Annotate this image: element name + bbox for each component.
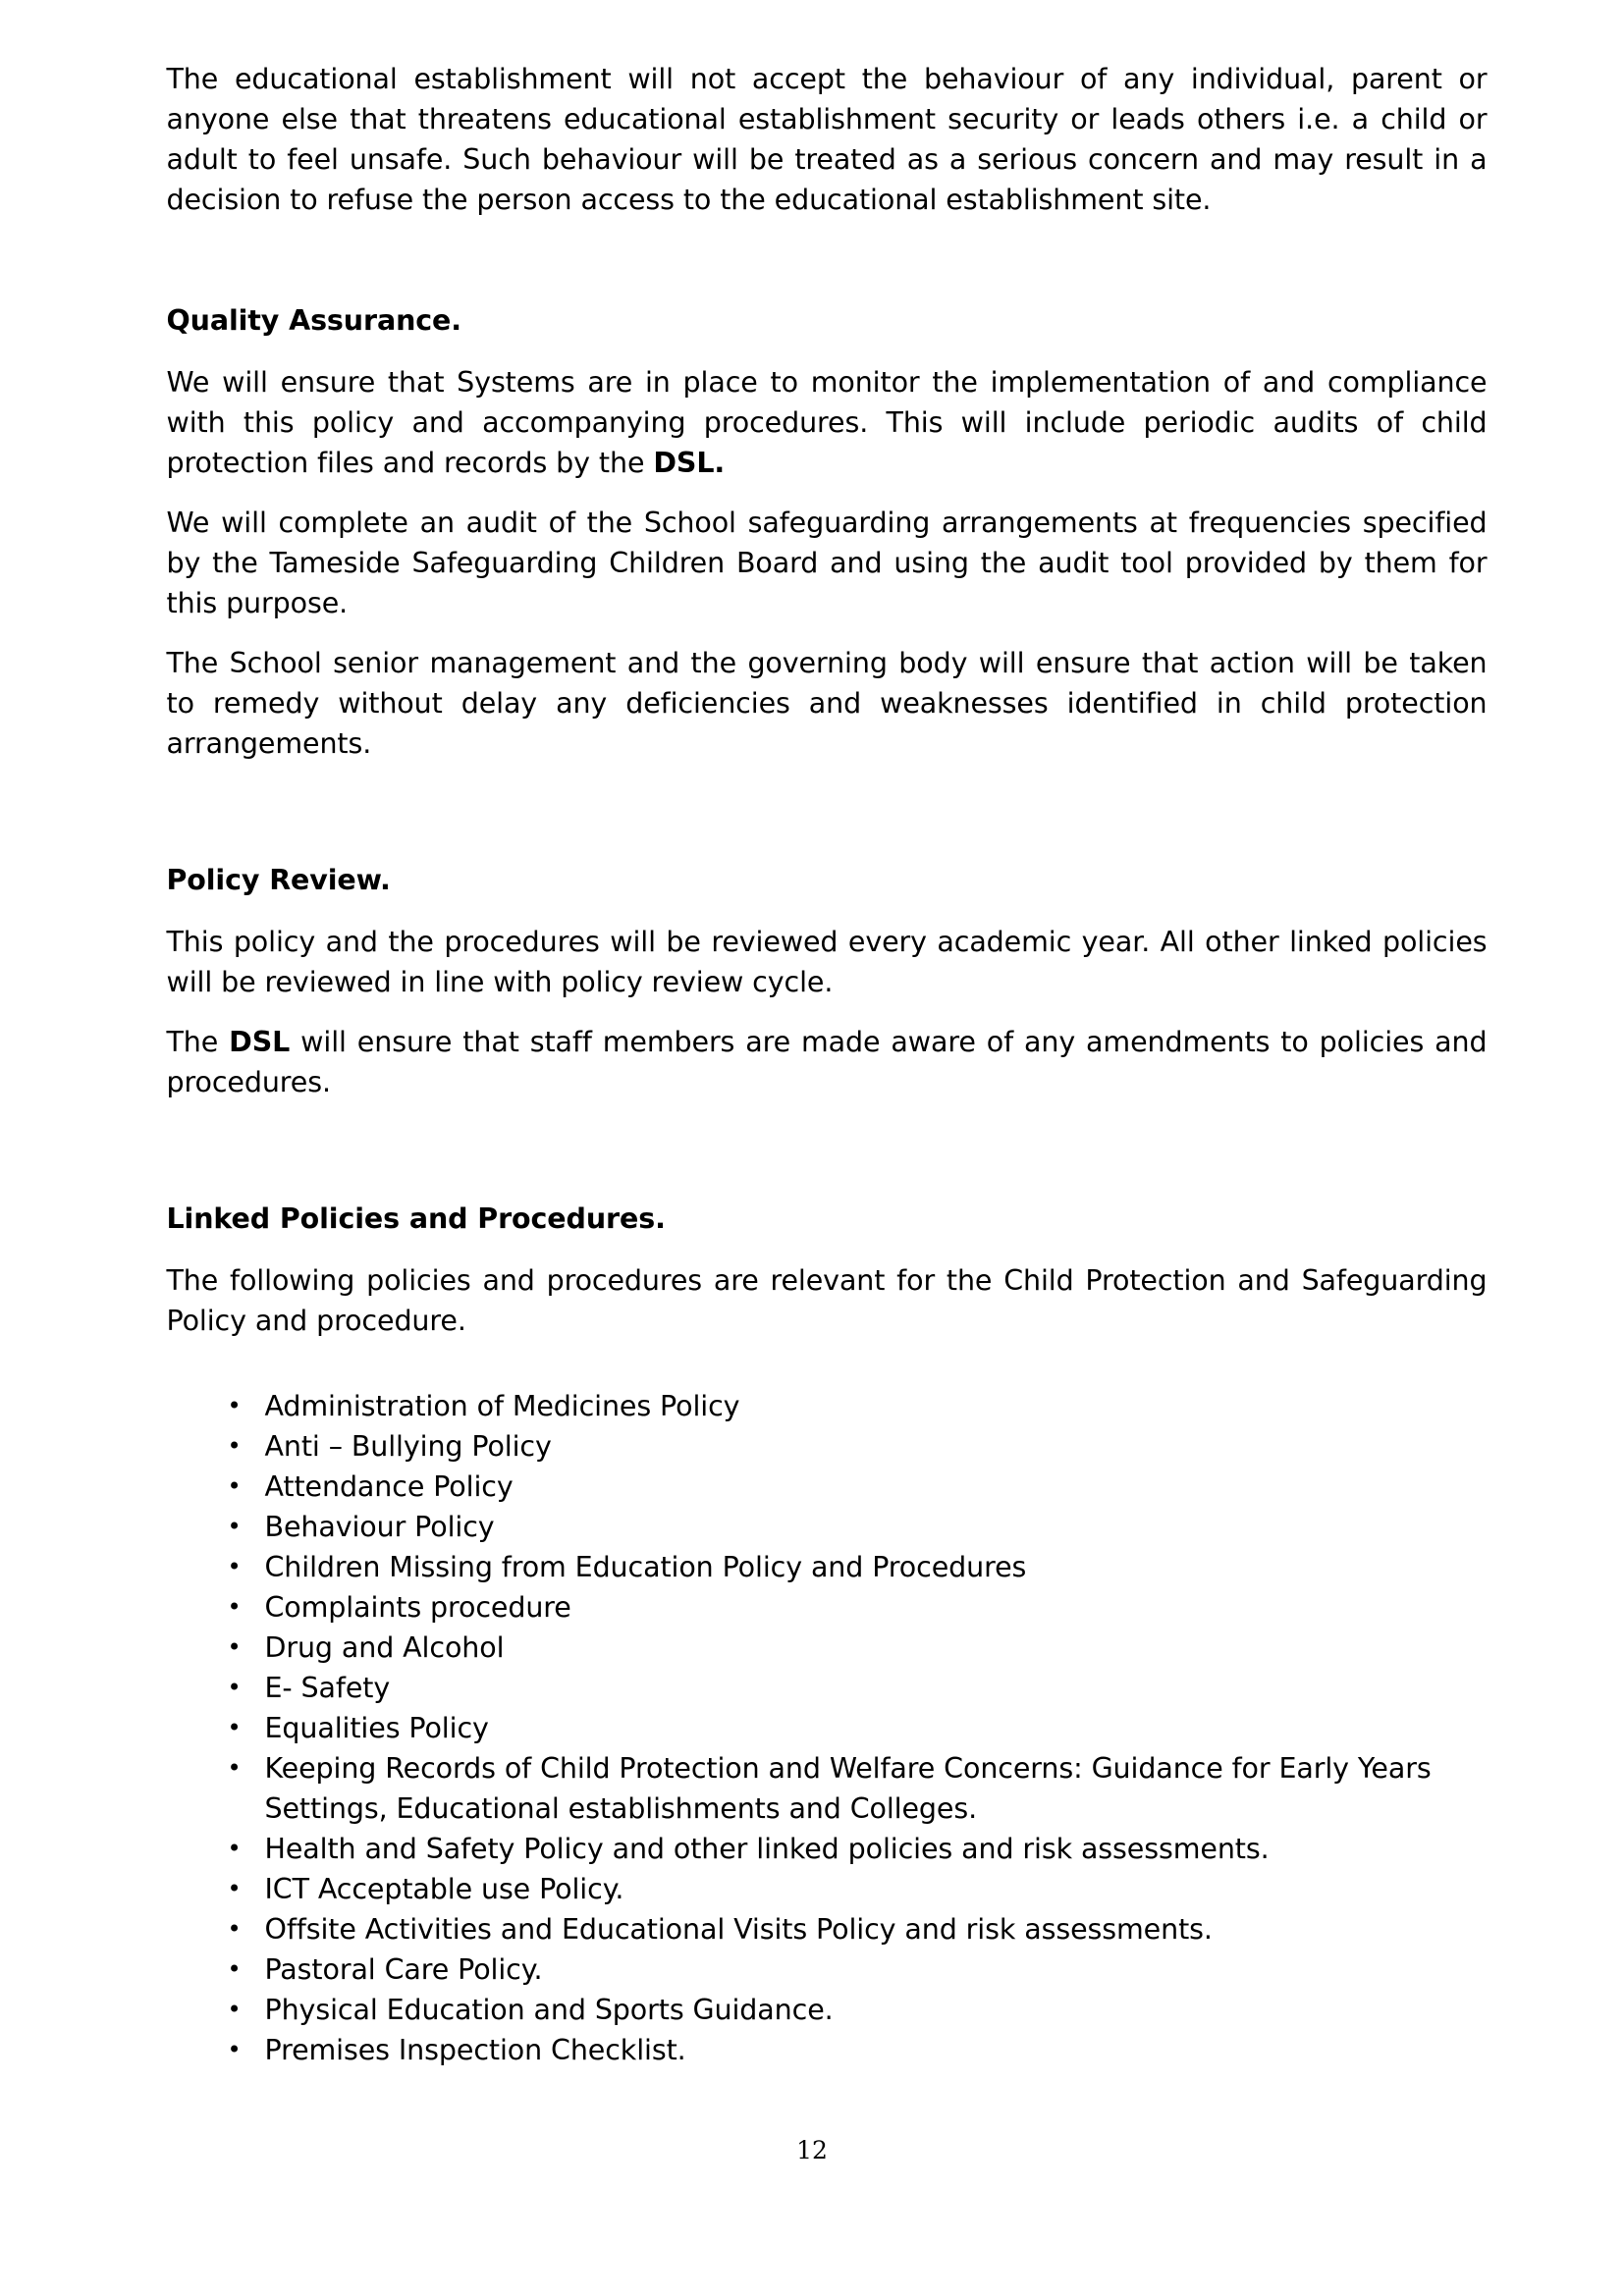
list-item — [167, 1708, 1488, 1748]
quality-assurance-paragraph-1 — [167, 362, 1488, 483]
pr-p2-text-start: The — [166, 1026, 230, 1058]
list-item-label: Health and Safety Policy and other linked policies and risk assessments. — [264, 1833, 1270, 1865]
qa-p1-dsl-bold: DSL. — [653, 447, 726, 479]
linked-policies-heading: Linked Policies and Procedures. — [166, 1202, 666, 1235]
list-item-label: Drug and Alcohol — [264, 1631, 505, 1664]
list-item-label: Attendance Policy — [264, 1470, 514, 1503]
list-item — [167, 1547, 1488, 1587]
list-item — [167, 1990, 1488, 2030]
bullet-icon: • — [227, 1915, 242, 1943]
pr-p2-text-end: will ensure that staff members are made aware of any amendments to policies and procedures. — [166, 1026, 1488, 1098]
list-item — [167, 1909, 1488, 1949]
page-content — [167, 59, 1488, 2070]
pr-p2-dsl-bold: DSL — [229, 1026, 291, 1058]
list-item — [167, 1386, 1488, 1426]
bullet-icon: • — [227, 1875, 242, 1902]
quality-assurance-paragraph-3: The School senior management and the governing body will ensure that action will be taken to remedy without delay any deficiencies and weaknesses identified in child protection arrangements. — [166, 647, 1488, 760]
list-item-label: E- Safety — [264, 1672, 391, 1704]
spacer — [167, 783, 1488, 860]
linked-policies-intro: The following policies and procedures are relevant for the Child Protection and Safeguarding Policy and procedure. — [166, 1264, 1488, 1337]
bullet-icon: • — [227, 1714, 242, 1741]
list-item — [167, 1869, 1488, 1909]
policy-review-paragraph-1: This policy and the procedures will be reviewed every academic year. All other linked policies will be reviewed in line with policy review cycle. — [166, 926, 1488, 998]
list-item-label: Anti – Bullying Policy — [264, 1430, 552, 1463]
list-item-label: Keeping Records of Child Protection and Welfare Concerns: Guidance for Early Years Settings, Educational establishments and Colleges. — [264, 1752, 1432, 1825]
list-item-label: Premises Inspection Checklist. — [264, 2034, 686, 2066]
bullet-icon: • — [227, 1754, 242, 1782]
bullet-icon: • — [227, 1553, 242, 1580]
bullet-icon: • — [227, 1432, 242, 1460]
list-item-label: Physical Education and Sports Guidance. — [264, 1994, 834, 2026]
bullet-icon: • — [227, 1392, 242, 1419]
bullet-icon: • — [227, 1835, 242, 1862]
bullet-icon: • — [227, 1633, 242, 1661]
bullet-icon: • — [227, 1674, 242, 1701]
list-item-label: Administration of Medicines Policy — [264, 1390, 740, 1422]
list-item-label: ICT Acceptable use Policy. — [264, 1873, 624, 1905]
bullet-icon: • — [227, 1955, 242, 1983]
qa-p1-text: We will ensure that Systems are in place to monitor the implementation of and compliance with this policy and accompanying procedures. This will include periodic audits of child protection files and records by the — [166, 366, 1488, 479]
list-item — [167, 1748, 1488, 1829]
bullet-icon: • — [227, 1593, 242, 1621]
spacer — [167, 1122, 1488, 1199]
spacer — [167, 1361, 1488, 1386]
spacer — [167, 240, 1488, 300]
list-item — [167, 2030, 1488, 2070]
policy-review-heading: Policy Review. — [166, 864, 391, 896]
bullet-icon: • — [227, 2036, 242, 2063]
list-item-label: Children Missing from Education Policy and Procedures — [264, 1551, 1027, 1583]
linked-policies-list — [167, 1386, 1488, 2070]
list-item — [167, 1426, 1488, 1467]
list-item-label: Complaints procedure — [264, 1591, 571, 1624]
list-item-label: Equalities Policy — [264, 1712, 489, 1744]
page-number: 12 — [796, 2136, 828, 2164]
bullet-icon: • — [227, 1996, 242, 2023]
list-item — [167, 1829, 1488, 1869]
bullet-icon: • — [227, 1472, 242, 1500]
list-item-label: Behaviour Policy — [264, 1511, 495, 1543]
list-item — [167, 1949, 1488, 1990]
list-item-label: Offsite Activities and Educational Visits Policy and risk assessments. — [264, 1913, 1213, 1946]
list-item — [167, 1467, 1488, 1507]
policy-review-paragraph-2 — [167, 1022, 1488, 1102]
quality-assurance-heading: Quality Assurance. — [166, 304, 462, 337]
list-item — [167, 1668, 1488, 1708]
list-item — [167, 1628, 1488, 1668]
list-item-label: Pastoral Care Policy. — [264, 1953, 543, 1986]
bullet-icon: • — [227, 1513, 242, 1540]
list-item — [167, 1587, 1488, 1628]
intro-paragraph: The educational establishment will not accept the behaviour of any individual, parent or anyone else that threatens educational establishment security or leads others i.e. a child or adult to feel unsafe. Such behaviour will be treated as a serious concern and may result in a decision to refuse the person access to the educational establishment site. — [166, 63, 1488, 216]
list-item — [167, 1507, 1488, 1547]
quality-assurance-paragraph-2: We will complete an audit of the School safeguarding arrangements at frequencies specified by the Tameside Safeguarding Children Board and using the audit tool provided by them for this purpose. — [166, 507, 1488, 619]
